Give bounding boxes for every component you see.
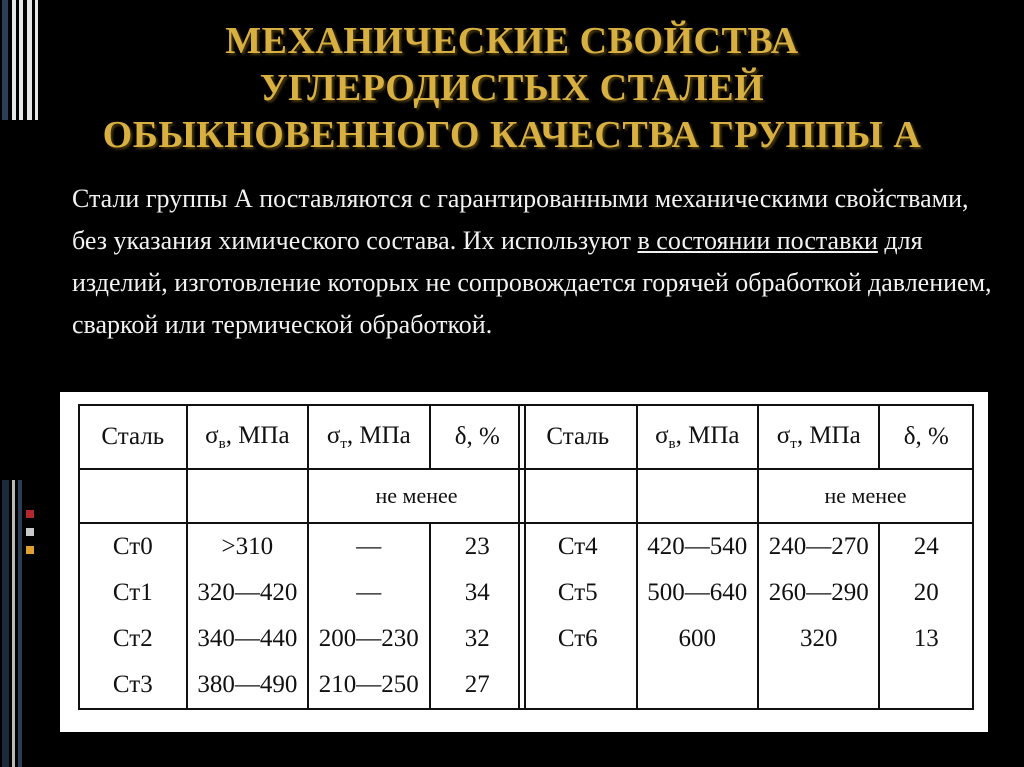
edge-bar <box>18 480 22 767</box>
column-delta <box>879 523 973 709</box>
table-cell: 600 <box>678 625 717 652</box>
column-sigma-t <box>308 523 429 709</box>
table-header-row <box>79 405 525 469</box>
column-steel <box>519 523 637 709</box>
table-cell: Ст0 <box>112 533 153 560</box>
table-subheader-row <box>79 469 525 523</box>
table-cell: Ст2 <box>112 625 153 652</box>
header-sigma-b: $\sigma_в$, МПа <box>637 405 758 469</box>
column-delta <box>430 523 525 709</box>
properties-table-left <box>78 404 526 710</box>
accent-square-gray <box>26 528 34 536</box>
table-cell: 27 <box>464 671 490 698</box>
header-sigma-b: $\sigma_в$, МПа <box>187 405 308 469</box>
table-cell: Ст5 <box>557 579 598 606</box>
table-cell: Ст4 <box>557 533 598 560</box>
header-spacer <box>637 469 758 523</box>
header-not-less: не менее <box>758 469 973 523</box>
table-cell: 34 <box>464 579 490 606</box>
header-delta: δ, % <box>430 405 525 469</box>
body-paragraph <box>72 178 1002 346</box>
header-sigma-t: $\sigma_т$, МПа <box>758 405 879 469</box>
column-steel <box>79 523 187 709</box>
table-cell: 24 <box>913 533 939 560</box>
table-cell: 340—440 <box>197 625 298 652</box>
title-line: ОБЫКНОВЕННОГО КАЧЕСТВА ГРУППЫ А <box>102 114 922 156</box>
table-cell <box>638 662 757 708</box>
table-cell: — <box>356 579 382 606</box>
table-cell: 13 <box>913 625 939 652</box>
header-spacer <box>519 469 637 523</box>
title-line: МЕХАНИЧЕСКИЕ СВОЙСТВА <box>225 20 799 62</box>
table-cell: 23 <box>464 533 490 560</box>
table-cell: 260—290 <box>768 579 869 606</box>
table-cell: 420—540 <box>647 533 748 560</box>
table-cell <box>759 662 878 708</box>
header-delta: δ, % <box>879 405 973 469</box>
table-cell: 32 <box>464 625 490 652</box>
title-line: УГЛЕРОДИСТЫХ СТАЛЕЙ <box>259 67 765 109</box>
header-steel: Сталь <box>79 405 187 469</box>
header-sigma-t: $\sigma_т$, МПа <box>308 405 429 469</box>
table-cell: Ст6 <box>557 625 598 652</box>
table-cell <box>880 662 972 708</box>
table-cell: >310 <box>221 533 274 560</box>
table-data-row <box>519 523 973 709</box>
table-cell: Ст1 <box>112 579 153 606</box>
slide-title <box>0 18 1024 159</box>
table-cell: 210—250 <box>318 671 419 698</box>
table-cell: 380—490 <box>197 671 298 698</box>
paragraph-text: Стали группы А поставляются с гарантированными механическими свойствами, без указания химического состава. Их используют <box>72 184 969 255</box>
table-cell: 200—230 <box>318 625 419 652</box>
table-cell: — <box>356 533 382 560</box>
paragraph-text: для изделий, изготовление которых не сопровождается горячей обработкой давлением, сваркой или термической обработкой. <box>72 226 992 339</box>
column-sigma-t <box>758 523 879 709</box>
accent-square-orange <box>26 546 34 554</box>
table-data-row <box>79 523 525 709</box>
table-header-row <box>519 405 973 469</box>
column-sigma-b <box>187 523 308 709</box>
header-steel: Сталь <box>519 405 637 469</box>
paragraph-underlined-text: в состоянии поставки <box>637 226 878 255</box>
table-subheader-row <box>519 469 973 523</box>
table-cell: 500—640 <box>647 579 748 606</box>
header-spacer <box>79 469 187 523</box>
table-cell: 20 <box>913 579 939 606</box>
edge-bar <box>2 480 9 767</box>
table-cell: Ст3 <box>112 671 153 698</box>
header-not-less: не менее <box>308 469 525 523</box>
table-cell <box>520 662 636 708</box>
edge-decoration-bottom <box>0 480 42 767</box>
table-cell: 240—270 <box>768 533 869 560</box>
column-sigma-b <box>637 523 758 709</box>
table-cell: 320 <box>800 625 838 652</box>
accent-square-red <box>26 510 34 518</box>
properties-table-panel <box>60 392 988 732</box>
edge-bar <box>12 480 15 767</box>
header-spacer <box>187 469 308 523</box>
table-cell: 320—420 <box>197 579 298 606</box>
properties-table-right <box>518 404 974 710</box>
